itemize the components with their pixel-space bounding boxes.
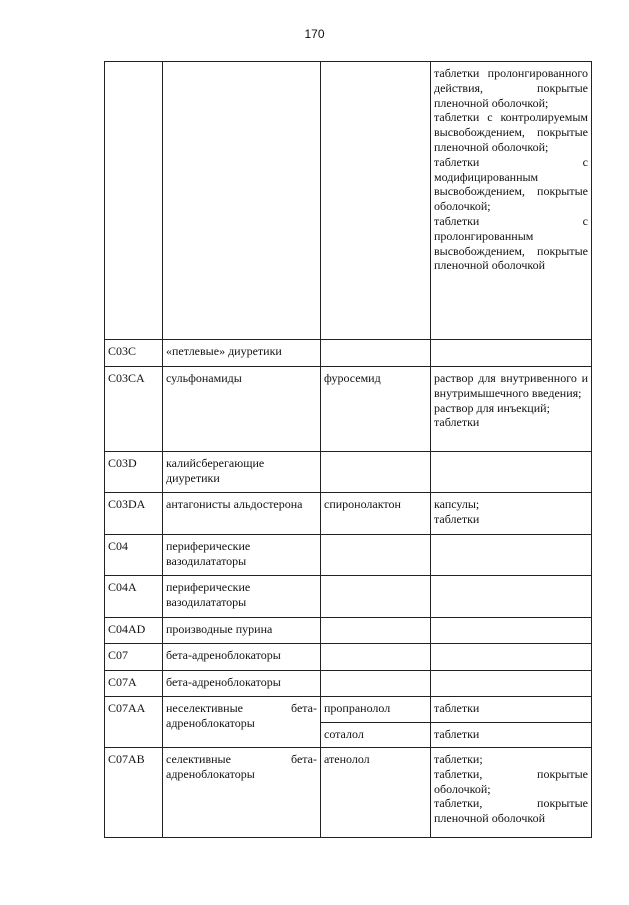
group-cell: антагонисты альдостерона: [163, 493, 321, 535]
dosage-forms-cell: [431, 748, 592, 838]
page-number: 170: [304, 27, 325, 41]
atc-code-cell: C07AA: [105, 697, 163, 748]
dosage-form: таблетки с контролируемым высвобождением, покрытые пленочной оболочкой;: [434, 110, 588, 154]
dosage-form: раствор для внутривенного и внутримышечного введения;: [434, 371, 588, 400]
substance-cell: [321, 535, 431, 576]
dosage-form: таблетки: [434, 415, 480, 430]
dosage-form: таблетки;: [434, 752, 483, 766]
group-cell: производные пурина: [163, 618, 321, 644]
dosage-forms-cell: [431, 452, 592, 493]
dosage-forms-cell: [431, 671, 592, 697]
dosage-forms-cell: [431, 62, 592, 340]
table-row: [105, 367, 592, 452]
table-row: [105, 340, 592, 367]
substance-cell: [321, 644, 431, 671]
substance-cell: атенолол: [321, 748, 431, 838]
dosage-form: таблетки пролонгированного действия, покрытые пленочной оболочкой;: [434, 66, 588, 110]
table-row: [105, 62, 592, 340]
table-row: [105, 576, 592, 618]
substance-cell: спиронолактон: [321, 493, 431, 535]
atc-code-cell: [105, 62, 163, 340]
dosage-forms-cell: таблетки: [431, 697, 592, 723]
table-row: [105, 671, 592, 697]
group-cell: [163, 62, 321, 340]
dosage-form: таблетки, покрытые пленочной оболочкой: [434, 796, 588, 826]
substance-cell: [321, 618, 431, 644]
table-row: [105, 748, 592, 838]
atc-code-cell: C03D: [105, 452, 163, 493]
atc-code-cell: C03DA: [105, 493, 163, 535]
group-cell: селективные бета-адреноблокаторы: [163, 748, 321, 838]
dosage-forms-cell: [431, 340, 592, 367]
atc-code-cell: C07A: [105, 671, 163, 697]
dosage-form: таблетки, покрытые оболочкой;: [434, 766, 588, 796]
dosage-forms-cell: таблетки: [431, 723, 592, 748]
group-cell: «петлевые» диуретики: [163, 340, 321, 367]
substance-cell: [321, 340, 431, 367]
table-row: [105, 644, 592, 671]
dosage-forms-cell: [431, 367, 592, 452]
substance-cell: [321, 671, 431, 697]
atc-code-cell: C04A: [105, 576, 163, 618]
dosage-forms-cell: [431, 618, 592, 644]
table-row: [105, 618, 592, 644]
dosage-forms-cell: [431, 535, 592, 576]
substance-cell: соталол: [321, 723, 431, 748]
dosage-forms-cell: [431, 576, 592, 618]
substance-cell: [321, 576, 431, 618]
group-cell: неселективные бета-адреноблокаторы: [163, 697, 321, 748]
table-row: [105, 452, 592, 493]
atc-code-cell: C03CA: [105, 367, 163, 452]
table-row: [105, 535, 592, 576]
atc-code-cell: C04: [105, 535, 163, 576]
dosage-form: таблетки с модифицированным высвобождением, покрытые оболочкой;: [434, 154, 588, 214]
group-cell: периферические вазодилататоры: [163, 576, 321, 618]
group-cell: периферические вазодилататоры: [163, 535, 321, 576]
substance-cell: [321, 452, 431, 493]
dosage-form: раствор для инъекций;: [434, 400, 550, 415]
dosage-form: таблетки: [434, 511, 480, 526]
substance-cell: пропранолол: [321, 697, 431, 723]
dosage-forms-cell: [431, 493, 592, 535]
dosage-form: капсулы;: [434, 497, 480, 511]
substance-cell: фуросемид: [321, 367, 431, 452]
group-cell: бета-адреноблокаторы: [163, 671, 321, 697]
drug-table: [104, 61, 592, 838]
dosage-forms-cell: [431, 644, 592, 671]
atc-code-cell: C07AB: [105, 748, 163, 838]
group-cell: калийсберегающие диуретики: [163, 452, 321, 493]
group-cell: бета-адреноблокаторы: [163, 644, 321, 671]
dosage-form: таблетки с пролонгированным высвобождением, покрытые пленочной оболочкой: [434, 213, 588, 273]
substance-cell: [321, 62, 431, 340]
table-row: [105, 493, 592, 535]
atc-code-cell: C04AD: [105, 618, 163, 644]
table-row: [105, 697, 592, 723]
group-cell: сульфонамиды: [163, 367, 321, 452]
atc-code-cell: C03C: [105, 340, 163, 367]
atc-code-cell: C07: [105, 644, 163, 671]
